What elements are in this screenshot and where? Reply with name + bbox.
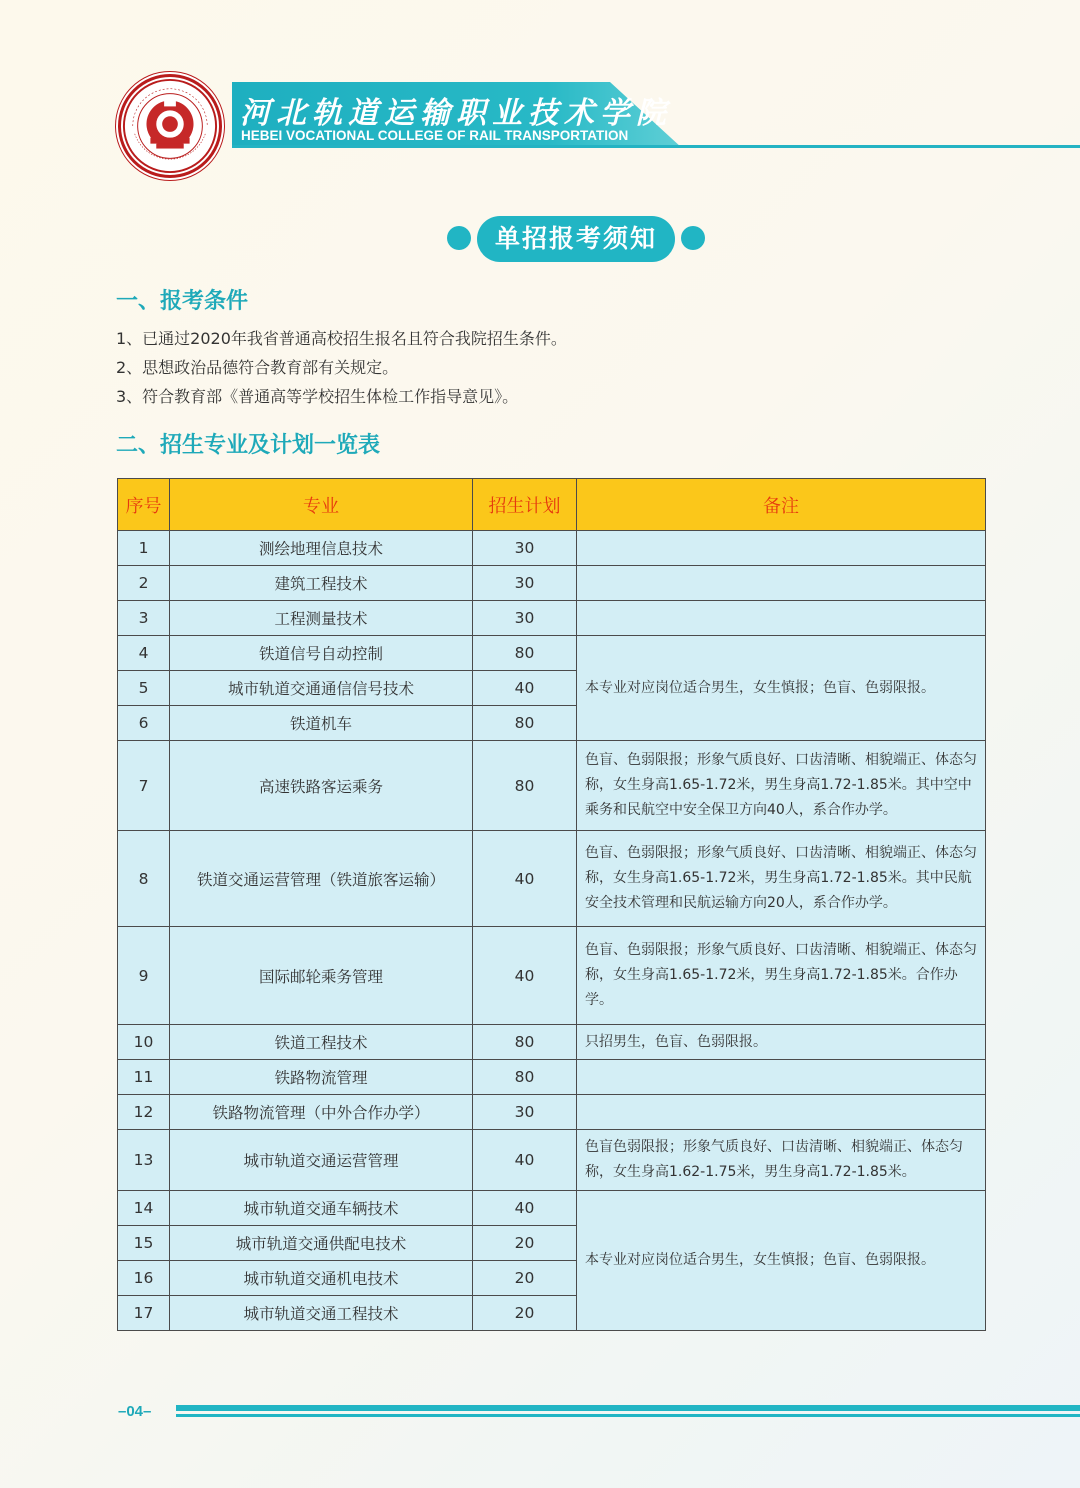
row-plan: 30: [473, 1095, 577, 1130]
table-row: [118, 1060, 986, 1095]
page-title: 单招报考须知: [477, 216, 675, 262]
table-row: [118, 636, 986, 671]
row-plan: 80: [473, 1025, 577, 1060]
row-major: 铁道交通运营管理（铁道旅客运输）: [170, 831, 473, 927]
row-major: 铁路物流管理（中外合作办学）: [170, 1095, 473, 1130]
row-major: 城市轨道交通通信信号技术: [170, 671, 473, 706]
row-plan: 40: [473, 927, 577, 1025]
college-emblem-icon: [121, 77, 219, 175]
condition-item: 2、思想政治品德符合教育部有关规定。: [116, 358, 399, 377]
col-header-major: 专业: [170, 479, 473, 531]
title-right-dot: [681, 226, 705, 250]
row-plan: 80: [473, 1060, 577, 1095]
table-row: [118, 831, 986, 927]
table-row: [118, 741, 986, 831]
row-plan: 20: [473, 1261, 577, 1296]
row-no: 13: [118, 1130, 170, 1191]
row-no: 8: [118, 831, 170, 927]
row-no: 6: [118, 706, 170, 741]
section-heading-conditions: 一、报考条件: [116, 289, 249, 314]
table-row: [118, 1130, 986, 1191]
college-name-en: HEBEI VOCATIONAL COLLEGE OF RAIL TRANSPORTATION: [241, 128, 629, 143]
row-major: 测绘地理信息技术: [170, 531, 473, 566]
footer-rule-thick: [176, 1405, 1080, 1411]
row-major: 城市轨道交通车辆技术: [170, 1191, 473, 1226]
enrollment-plan-table: [117, 478, 986, 1331]
row-no: 10: [118, 1025, 170, 1060]
row-plan: 30: [473, 531, 577, 566]
row-plan: 80: [473, 741, 577, 831]
row-major: 铁道机车: [170, 706, 473, 741]
table-row: [118, 1025, 986, 1060]
col-header-notes: 备注: [577, 479, 986, 531]
row-major: 高速铁路客运乘务: [170, 741, 473, 831]
row-note: 色盲色弱限报；形象气质良好、口齿清晰、相貌端正、体态匀称，女生身高1.62-1.75米，男生身高1.72-1.85米。: [577, 1130, 986, 1191]
row-plan: 30: [473, 566, 577, 601]
row-major: 城市轨道交通供配电技术: [170, 1226, 473, 1261]
row-no: 12: [118, 1095, 170, 1130]
row-major: 国际邮轮乘务管理: [170, 927, 473, 1025]
row-major: 城市轨道交通运营管理: [170, 1130, 473, 1191]
row-no: 11: [118, 1060, 170, 1095]
table-row: [118, 531, 986, 566]
row-plan: 20: [473, 1296, 577, 1331]
row-note: [577, 566, 986, 601]
row-major: 城市轨道交通机电技术: [170, 1261, 473, 1296]
row-plan: 40: [473, 671, 577, 706]
row-no: 16: [118, 1261, 170, 1296]
row-note: 色盲、色弱限报；形象气质良好、口齿清晰、相貌端正、体态匀称，女生身高1.65-1.72米，男生身高1.72-1.85米。其中空中乘务和民航空中安全保卫方向40人，系合作办学。: [577, 741, 986, 831]
row-no: 14: [118, 1191, 170, 1226]
row-note: [577, 601, 986, 636]
row-plan: 40: [473, 1130, 577, 1191]
row-major: 铁道工程技术: [170, 1025, 473, 1060]
col-header-plan: 招生计划: [473, 479, 577, 531]
row-no: 1: [118, 531, 170, 566]
row-major: 铁道信号自动控制: [170, 636, 473, 671]
row-note: 只招男生，色盲、色弱限报。: [577, 1025, 986, 1060]
row-plan: 80: [473, 706, 577, 741]
row-no: 5: [118, 671, 170, 706]
table-header-row: [118, 479, 986, 531]
row-plan: 40: [473, 831, 577, 927]
row-plan: 20: [473, 1226, 577, 1261]
page-number: –04–: [118, 1403, 152, 1420]
row-note: [577, 531, 986, 566]
col-header-no: 序号: [118, 479, 170, 531]
row-major: 工程测量技术: [170, 601, 473, 636]
footer-rule-thin: [176, 1414, 1080, 1417]
table-row: [118, 1095, 986, 1130]
row-no: 7: [118, 741, 170, 831]
condition-item: 3、符合教育部《普通高等学校招生体检工作指导意见》。: [116, 387, 519, 406]
row-no: 9: [118, 927, 170, 1025]
row-major: 建筑工程技术: [170, 566, 473, 601]
title-left-dot: [447, 226, 471, 250]
table-row: [118, 566, 986, 601]
table-row: [118, 1191, 986, 1226]
row-no: 4: [118, 636, 170, 671]
row-plan: 80: [473, 636, 577, 671]
row-plan: 40: [473, 1191, 577, 1226]
row-note: [577, 1095, 986, 1130]
row-major: 城市轨道交通工程技术: [170, 1296, 473, 1331]
row-plan: 30: [473, 601, 577, 636]
college-name-cn: 河北轨道运输职业技术学院: [240, 96, 672, 131]
row-no: 3: [118, 601, 170, 636]
section-heading-plan: 二、招生专业及计划一览表: [116, 433, 381, 458]
row-note: 色盲、色弱限报；形象气质良好、口齿清晰、相貌端正、体态匀称，女生身高1.65-1.72米，男生身高1.72-1.85米。合作办学。: [577, 927, 986, 1025]
row-note: 本专业对应岗位适合男生，女生慎报；色盲、色弱限报。: [577, 636, 986, 741]
table-row: [118, 927, 986, 1025]
row-no: 2: [118, 566, 170, 601]
row-note: 色盲、色弱限报；形象气质良好、口齿清晰、相貌端正、体态匀称，女生身高1.65-1.72米，男生身高1.72-1.85米。其中民航安全技术管理和民航运输方向20人，系合作办学。: [577, 831, 986, 927]
row-no: 17: [118, 1296, 170, 1331]
row-no: 15: [118, 1226, 170, 1261]
row-major: 铁路物流管理: [170, 1060, 473, 1095]
table-row: [118, 601, 986, 636]
condition-item: 1、已通过2020年我省普通高校招生报名且符合我院招生条件。: [116, 329, 567, 348]
row-note: 本专业对应岗位适合男生，女生慎报；色盲、色弱限报。: [577, 1191, 986, 1331]
row-note: [577, 1060, 986, 1095]
college-logo: [118, 74, 222, 178]
